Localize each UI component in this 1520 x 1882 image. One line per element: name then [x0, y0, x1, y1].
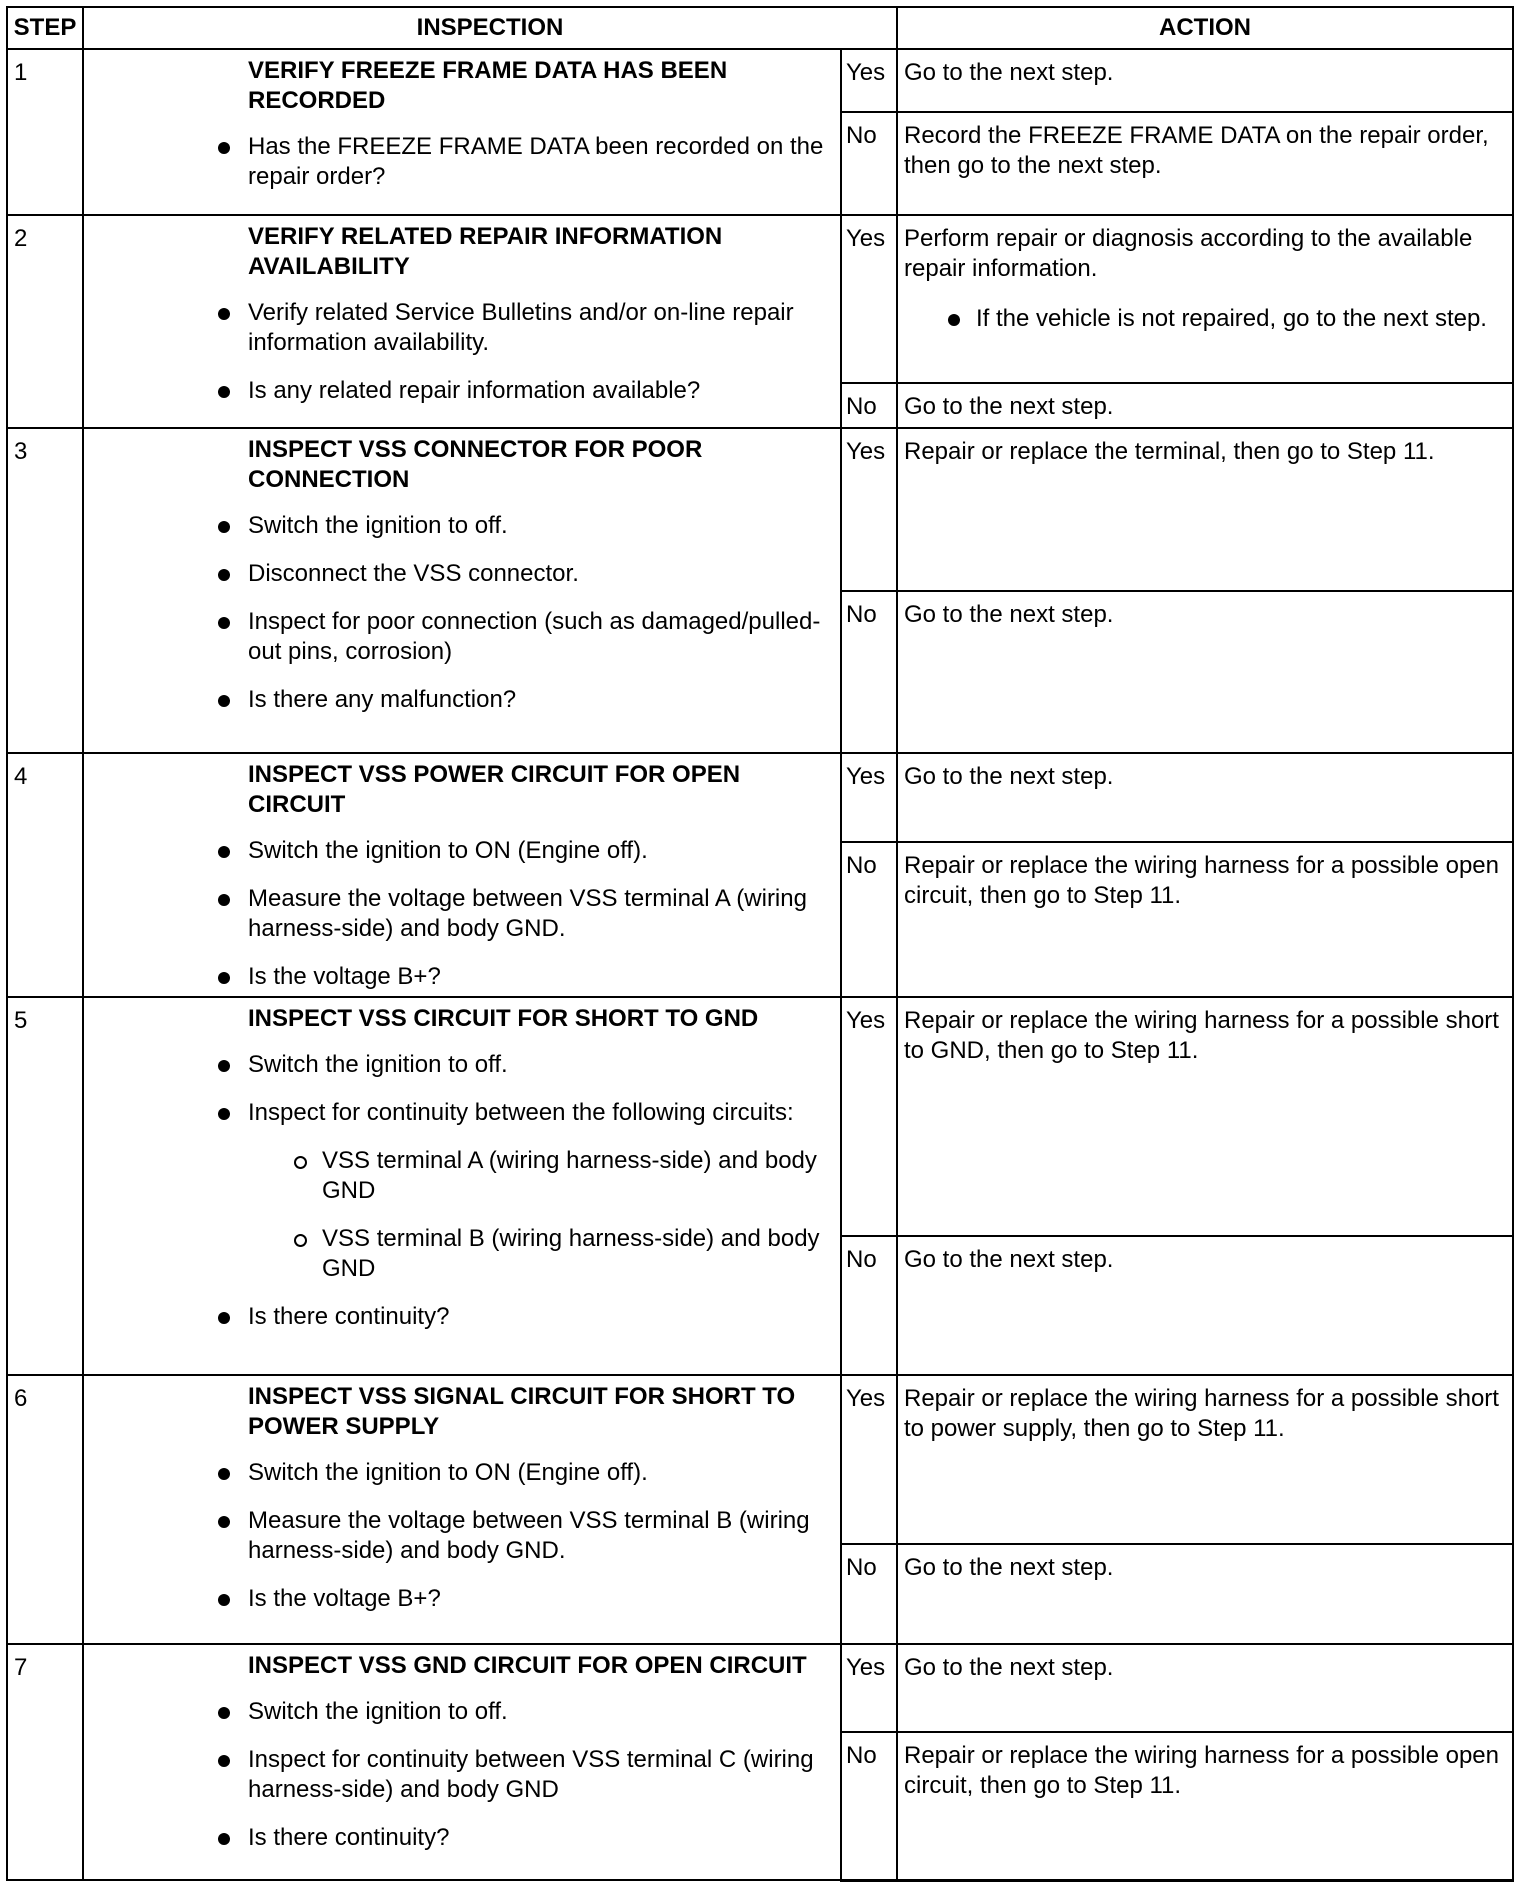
- table-row: [7, 997, 1513, 1236]
- step-number: 1: [7, 49, 83, 215]
- yes-label: Yes: [841, 215, 897, 383]
- table-row: [7, 215, 1513, 383]
- inspection-item-text: Is any related repair information available?: [248, 377, 701, 404]
- bullet-icon: [218, 1060, 230, 1072]
- inspection-title: VERIFY RELATED REPAIR INFORMATION AVAILABILITY: [248, 223, 723, 280]
- bullet-icon: [218, 1594, 230, 1606]
- no-action: Record the FREEZE FRAME DATA on the repair order, then go to the next step.: [897, 112, 1513, 215]
- inspection-item-text: Inspect for poor connection (such as damaged/pulled-out pins, corrosion): [248, 608, 821, 665]
- no-label: No: [841, 383, 897, 428]
- inspection-column-header: INSPECTION: [83, 7, 897, 49]
- table-row: [7, 1644, 1513, 1732]
- yes-action: Go to the next step.: [897, 1644, 1513, 1732]
- inspection-item: [94, 132, 830, 192]
- yes-label: Yes: [841, 997, 897, 1236]
- inspection-cell: [83, 215, 841, 428]
- inspection-item-text: Inspect for continuity between the following circuits:: [248, 1099, 794, 1126]
- inspection-item: [94, 298, 830, 358]
- bullet-icon: [218, 1707, 230, 1719]
- yes-label: Yes: [841, 1644, 897, 1732]
- inspection-item-text: Disconnect the VSS connector.: [248, 560, 579, 587]
- inspection-sub-item-text: VSS terminal B (wiring harness-side) and body GND: [322, 1225, 820, 1282]
- bullet-icon: [218, 1755, 230, 1767]
- bullet-icon: [218, 972, 230, 984]
- inspection-cell: [83, 1375, 841, 1644]
- inspection-cell: [83, 428, 841, 753]
- step-number: 3: [7, 428, 83, 753]
- inspection-item-text: Measure the voltage between VSS terminal B (wiring harness-side) and body GND.: [248, 1507, 810, 1564]
- bullet-icon: [218, 1312, 230, 1324]
- inspection-item: [94, 836, 830, 866]
- inspection-item: [94, 1697, 830, 1727]
- yes-action-cell: [897, 215, 1513, 383]
- inspection-sub-item: [94, 1224, 830, 1284]
- inspection-item-text: Switch the ignition to off.: [248, 1698, 508, 1725]
- inspection-item-text: Inspect for continuity between VSS terminal C (wiring harness-side) and body GND: [248, 1746, 814, 1803]
- inspection-item: [94, 1302, 830, 1332]
- no-label: No: [841, 842, 897, 997]
- inspection-cell: [83, 997, 841, 1375]
- inspection-cell: [83, 753, 841, 997]
- inspection-item-text: Measure the voltage between VSS terminal A (wiring harness-side) and body GND.: [248, 885, 807, 942]
- inspection-cell: [83, 1644, 841, 1880]
- inspection-title: INSPECT VSS POWER CIRCUIT FOR OPEN CIRCUIT: [248, 761, 741, 818]
- inspection-item: [94, 685, 830, 715]
- inspection-item-text: Is there continuity?: [248, 1824, 450, 1851]
- bullet-icon: [948, 314, 960, 326]
- table-row: [7, 753, 1513, 842]
- bullet-icon: [218, 1108, 230, 1120]
- yes-action: Repair or replace the wiring harness for a possible short to power supply, then go to Step 11.: [897, 1375, 1513, 1544]
- yes-action: Go to the next step.: [897, 49, 1513, 112]
- inspection-title: INSPECT VSS CIRCUIT FOR SHORT TO GND: [248, 1005, 759, 1032]
- inspection-item: [94, 1745, 830, 1805]
- bullet-icon: [218, 846, 230, 858]
- step-number: 7: [7, 1644, 83, 1880]
- action-sub-item-text: If the vehicle is not repaired, go to the next step.: [976, 305, 1487, 332]
- inspection-item-text: Is there any malfunction?: [248, 686, 517, 713]
- no-label: No: [841, 1732, 897, 1880]
- bullet-icon: [218, 142, 230, 154]
- no-label: No: [841, 1544, 897, 1644]
- yes-action: Repair or replace the terminal, then go to Step 11.: [897, 428, 1513, 591]
- bullet-icon: [218, 617, 230, 629]
- hollow-bullet-icon: [294, 1156, 307, 1169]
- step-number: 6: [7, 1375, 83, 1644]
- inspection-item: [94, 1458, 830, 1488]
- no-label: No: [841, 591, 897, 753]
- inspection-item: [94, 607, 830, 667]
- bullet-icon: [218, 386, 230, 398]
- yes-label: Yes: [841, 49, 897, 112]
- diagnostic-procedure-table: [6, 6, 1514, 1882]
- yes-action: Repair or replace the wiring harness for a possible short to GND, then go to Step 11.: [897, 997, 1513, 1236]
- no-label: No: [841, 112, 897, 215]
- bullet-icon: [218, 1468, 230, 1480]
- inspection-item-text: Verify related Service Bulletins and/or on-line repair information availability.: [248, 299, 794, 356]
- table-row: [7, 428, 1513, 591]
- inspection-item-text: Is there continuity?: [248, 1303, 450, 1330]
- yes-action: Perform repair or diagnosis according to the available repair information.: [904, 225, 1473, 282]
- inspection-item-text: Switch the ignition to ON (Engine off).: [248, 837, 648, 864]
- inspection-item-text: Is the voltage B+?: [248, 963, 441, 990]
- inspection-item: [94, 1584, 830, 1614]
- table-row: [7, 49, 1513, 112]
- inspection-item: [94, 511, 830, 541]
- inspection-item: [94, 559, 830, 589]
- bullet-icon: [218, 569, 230, 581]
- inspection-item: [94, 1823, 830, 1853]
- table-row: [7, 1375, 1513, 1544]
- inspection-item: [94, 962, 830, 992]
- bullet-icon: [218, 1516, 230, 1528]
- no-action: Go to the next step.: [897, 591, 1513, 753]
- no-action: Go to the next step.: [897, 1544, 1513, 1644]
- inspection-sub-item: [94, 1146, 830, 1206]
- table-header-row: [7, 7, 1513, 49]
- inspection-title: INSPECT VSS SIGNAL CIRCUIT FOR SHORT TO POWER SUPPLY: [248, 1383, 796, 1440]
- yes-action: Go to the next step.: [897, 753, 1513, 842]
- inspection-title: INSPECT VSS GND CIRCUIT FOR OPEN CIRCUIT: [248, 1652, 807, 1679]
- inspection-cell: [83, 49, 841, 215]
- inspection-item-text: Has the FREEZE FRAME DATA been recorded on the repair order?: [248, 133, 824, 190]
- step-number: 2: [7, 215, 83, 428]
- inspection-item: [94, 884, 830, 944]
- bullet-icon: [218, 1833, 230, 1845]
- inspection-sub-item-text: VSS terminal A (wiring harness-side) and body GND: [322, 1147, 817, 1204]
- action-column-header: ACTION: [897, 7, 1513, 49]
- step-number: 5: [7, 997, 83, 1375]
- no-action: Go to the next step.: [897, 383, 1513, 428]
- no-action: Repair or replace the wiring harness for a possible open circuit, then go to Step 11.: [897, 1732, 1513, 1880]
- step-column-header: STEP: [7, 7, 83, 49]
- inspection-item: [94, 1098, 830, 1128]
- inspection-item: [94, 1050, 830, 1080]
- inspection-title: INSPECT VSS CONNECTOR FOR POOR CONNECTION: [248, 436, 703, 493]
- inspection-title: VERIFY FREEZE FRAME DATA HAS BEEN RECORDED: [248, 57, 728, 114]
- bullet-icon: [218, 695, 230, 707]
- inspection-item: [94, 1506, 830, 1566]
- bullet-icon: [218, 521, 230, 533]
- no-action: Go to the next step.: [897, 1236, 1513, 1375]
- yes-label: Yes: [841, 753, 897, 842]
- bullet-icon: [218, 308, 230, 320]
- inspection-item-text: Switch the ignition to off.: [248, 1051, 508, 1078]
- inspection-item: [94, 376, 830, 406]
- yes-label: Yes: [841, 1375, 897, 1544]
- yes-label: Yes: [841, 428, 897, 591]
- action-sub-item: [904, 304, 1506, 334]
- no-action: Repair or replace the wiring harness for a possible open circuit, then go to Step 11.: [897, 842, 1513, 997]
- no-label: No: [841, 1236, 897, 1375]
- bullet-icon: [218, 894, 230, 906]
- inspection-item-text: Switch the ignition to ON (Engine off).: [248, 1459, 648, 1486]
- inspection-item-text: Is the voltage B+?: [248, 1585, 441, 1612]
- step-number: 4: [7, 753, 83, 997]
- hollow-bullet-icon: [294, 1234, 307, 1247]
- inspection-item-text: Switch the ignition to off.: [248, 512, 508, 539]
